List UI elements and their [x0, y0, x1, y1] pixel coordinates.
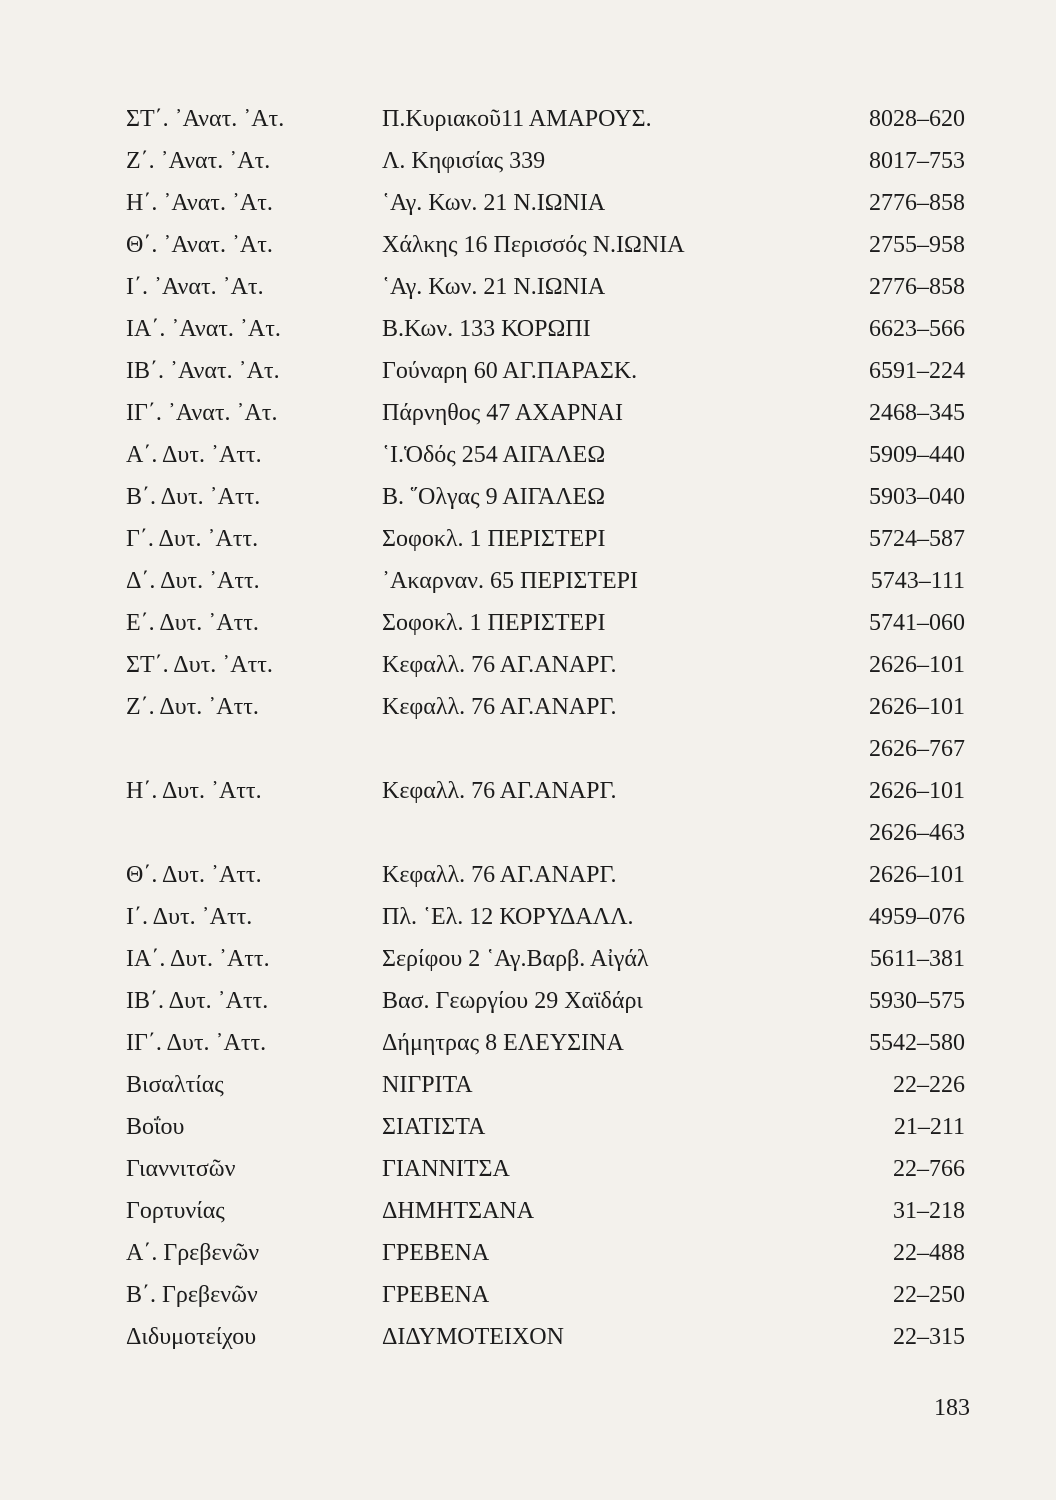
phone-number: 5542–580 — [869, 1030, 965, 1056]
listing-row — [0, 350, 1056, 392]
phone-numbers — [869, 476, 965, 518]
phone-numbers — [869, 518, 965, 560]
phone-number: 22–766 — [893, 1156, 965, 1182]
office-address: Κεφαλλ. 76 ΑΓ.ΑΝΑΡΓ. — [382, 778, 617, 804]
office-address: Πλ. ῾Ελ. 12 ΚΟΡΥΔΑΛΛ. — [382, 904, 634, 930]
office-address: ᾿Ακαρναν. 65 ΠΕΡΙΣΤΕΡΙ — [382, 568, 638, 594]
office-address: Σοφοκλ. 1 ΠΕΡΙΣΤΕΡΙ — [382, 610, 606, 636]
phone-number: 2626–101 — [869, 652, 965, 678]
phone-number: 2626–101 — [869, 778, 965, 804]
phone-number: 2626–101 — [869, 694, 965, 720]
listing-row — [0, 686, 1056, 770]
phone-number: 22–315 — [893, 1324, 965, 1350]
phone-numbers — [893, 1148, 965, 1190]
office-name: Θ΄. ᾿Ανατ. ᾿Ατ. — [126, 232, 273, 258]
office-address: Σοφοκλ. 1 ΠΕΡΙΣΤΕΡΙ — [382, 526, 606, 552]
office-address: Π.Κυριακοῦ11 ΑΜΑΡΟΥΣ. — [382, 106, 652, 132]
office-address: ΣΙΑΤΙΣΤΑ — [382, 1114, 486, 1140]
phone-numbers — [893, 1064, 965, 1106]
phone-numbers — [894, 1106, 965, 1148]
office-name: Η΄. Δυτ. ᾿Αττ. — [126, 778, 262, 804]
office-address: Κεφαλλ. 76 ΑΓ.ΑΝΑΡΓ. — [382, 694, 617, 720]
office-address: ῾Ι.Ὁδός 254 ΑΙΓΑΛΕΩ — [382, 442, 606, 468]
phone-numbers — [869, 308, 965, 350]
office-address: ΔΙΔΥΜΟΤΕΙΧΟΝ — [382, 1324, 564, 1350]
office-name: Διδυμοτείχου — [126, 1324, 257, 1350]
phone-number: 22–226 — [893, 1072, 965, 1098]
listing-row — [0, 518, 1056, 560]
phone-numbers — [869, 980, 965, 1022]
listing-row — [0, 1274, 1056, 1316]
office-name: Γιαννιτσῶν — [126, 1156, 236, 1182]
office-address: Γούναρη 60 ΑΓ.ΠΑΡΑΣΚ. — [382, 358, 638, 384]
office-name: Βοΐου — [126, 1114, 185, 1140]
office-name: ΙΑ΄. Δυτ. ᾿Αττ. — [126, 946, 270, 972]
office-address: ΝΙΓΡΙΤΑ — [382, 1072, 473, 1098]
listing-row — [0, 1022, 1056, 1064]
phone-numbers — [869, 182, 965, 224]
phone-number: 21–211 — [893, 1114, 965, 1140]
office-name: Θ΄. Δυτ. ᾿Αττ. — [126, 862, 262, 888]
office-name: Δ΄. Δυτ. ᾿Αττ. — [126, 568, 260, 594]
phone-number: 2776–858 — [869, 274, 965, 300]
phone-numbers — [869, 602, 965, 644]
office-address: Β.Κων. 133 ΚΟΡΩΠΙ — [382, 316, 591, 342]
phone-numbers — [893, 1232, 965, 1274]
phone-numbers — [869, 434, 965, 476]
office-name: Α΄. Δυτ. ᾿Αττ. — [126, 442, 262, 468]
phone-number: 2626–463 — [869, 820, 965, 846]
office-name: ΙΓ΄. Δυτ. ᾿Αττ. — [126, 1030, 267, 1056]
phone-number: 5909–440 — [869, 442, 965, 468]
phone-numbers — [869, 770, 965, 854]
phone-number: 5930–575 — [869, 988, 965, 1014]
page-number: 183 — [934, 1395, 970, 1421]
office-address: Σερίφου 2 ῾Αγ.Βαρβ. Αἰγάλ — [382, 946, 649, 972]
office-address: ΔΗΜΗΤΣΑΝΑ — [382, 1198, 535, 1224]
office-listing — [0, 98, 1056, 1358]
office-name: Ι΄. Δυτ. ᾿Αττ. — [126, 904, 253, 930]
office-address: Β. ῞Ολγας 9 ΑΙΓΑΛΕΩ — [382, 484, 606, 510]
listing-row — [0, 644, 1056, 686]
phone-number: 8028–620 — [869, 106, 965, 132]
listing-row — [0, 434, 1056, 476]
phone-numbers — [893, 1274, 965, 1316]
phone-number: 5741–060 — [869, 610, 965, 636]
phone-number: 2468–345 — [869, 400, 965, 426]
phone-number: 4959–076 — [869, 904, 965, 930]
phone-number: 5611–381 — [869, 946, 965, 972]
phone-number: 6591–224 — [869, 358, 965, 384]
phone-numbers — [869, 854, 965, 896]
office-name: ΙΒ΄. Δυτ. ᾿Αττ. — [126, 988, 269, 1014]
phone-number: 31–218 — [893, 1198, 965, 1224]
office-address: ῾Αγ. Κων. 21 Ν.ΙΩΝΙΑ — [382, 274, 606, 300]
phone-number: 2626–101 — [869, 862, 965, 888]
office-name: Α΄. Γρεβενῶν — [126, 1240, 260, 1266]
office-address: Χάλκης 16 Περισσός Ν.ΙΩΝΙΑ — [382, 232, 685, 258]
office-name: Ζ΄. ᾿Ανατ. ᾿Ατ. — [126, 148, 271, 174]
office-name: ΣΤ΄. ᾿Ανατ. ᾿Ατ. — [126, 106, 285, 132]
office-name: Ε΄. Δυτ. ᾿Αττ. — [126, 610, 259, 636]
listing-row — [0, 1148, 1056, 1190]
phone-number: 22–488 — [893, 1240, 965, 1266]
office-name: ΙΑ΄. ᾿Ανατ. ᾿Ατ. — [126, 316, 281, 342]
listing-row — [0, 896, 1056, 938]
phone-numbers — [893, 1316, 965, 1358]
listing-row — [0, 854, 1056, 896]
listing-row — [0, 1232, 1056, 1274]
listing-row — [0, 980, 1056, 1022]
listing-row — [0, 1190, 1056, 1232]
listing-row — [0, 266, 1056, 308]
phone-numbers — [871, 560, 965, 602]
phone-number: 22–250 — [893, 1282, 965, 1308]
office-address: Λ. Κηφισίας 339 — [382, 148, 546, 174]
listing-row — [0, 98, 1056, 140]
phone-numbers — [869, 392, 965, 434]
phone-numbers — [869, 1022, 965, 1064]
office-name: Γ΄. Δυτ. ᾿Αττ. — [126, 526, 259, 552]
office-address: Πάρνηθος 47 ΑΧΑΡΝΑΙ — [382, 400, 623, 426]
phone-numbers — [869, 896, 965, 938]
listing-row — [0, 1106, 1056, 1148]
listing-row — [0, 560, 1056, 602]
listing-row — [0, 224, 1056, 266]
listing-row — [0, 182, 1056, 224]
office-name: Β΄. Γρεβενῶν — [126, 1282, 258, 1308]
listing-row — [0, 1064, 1056, 1106]
office-name: Βισαλτίας — [126, 1072, 224, 1098]
listing-row — [0, 602, 1056, 644]
phone-numbers — [869, 224, 965, 266]
listing-row — [0, 392, 1056, 434]
office-name: Ζ΄. Δυτ. ᾿Αττ. — [126, 694, 259, 720]
listing-row — [0, 938, 1056, 980]
office-name: ΙΒ΄. ᾿Ανατ. ᾿Ατ. — [126, 358, 280, 384]
phone-number: 5903–040 — [869, 484, 965, 510]
office-address: ῾Αγ. Κων. 21 Ν.ΙΩΝΙΑ — [382, 190, 606, 216]
phone-numbers — [869, 644, 965, 686]
phone-numbers — [869, 686, 965, 770]
office-address: Κεφαλλ. 76 ΑΓ.ΑΝΑΡΓ. — [382, 862, 617, 888]
phone-number: 5724–587 — [869, 526, 965, 552]
office-name: ΣΤ΄. Δυτ. ᾿Αττ. — [126, 652, 273, 678]
office-name: Ι΄. ᾿Ανατ. ᾿Ατ. — [126, 274, 264, 300]
phone-number: 2776–858 — [869, 190, 965, 216]
phone-number: 2755–958 — [869, 232, 965, 258]
office-address: Κεφαλλ. 76 ΑΓ.ΑΝΑΡΓ. — [382, 652, 617, 678]
phone-number: 5743–111 — [870, 568, 965, 594]
listing-row — [0, 1316, 1056, 1358]
phone-numbers — [893, 1190, 965, 1232]
listing-row — [0, 308, 1056, 350]
phone-numbers — [869, 98, 965, 140]
office-name: Η΄. ᾿Ανατ. ᾿Ατ. — [126, 190, 273, 216]
phone-number: 2626–767 — [869, 736, 965, 762]
phone-number: 8017–753 — [869, 148, 965, 174]
listing-row — [0, 140, 1056, 182]
office-address: ΓΙΑΝΝΙΤΣΑ — [382, 1156, 510, 1182]
phone-numbers — [869, 266, 965, 308]
office-name: ΙΓ΄. ᾿Ανατ. ᾿Ατ. — [126, 400, 278, 426]
office-address: ΓΡΕΒΕΝΑ — [382, 1240, 490, 1266]
office-address: Βασ. Γεωργίου 29 Χαϊδάρι — [382, 988, 643, 1014]
phone-numbers — [869, 140, 965, 182]
office-address: Δήμητρας 8 ΕΛΕΥΣΙΝΑ — [382, 1030, 624, 1056]
phone-numbers — [869, 350, 965, 392]
phone-number: 6623–566 — [869, 316, 965, 342]
listing-row — [0, 476, 1056, 518]
listing-row — [0, 770, 1056, 854]
office-name: Β΄. Δυτ. ᾿Αττ. — [126, 484, 261, 510]
office-name: Γορτυνίας — [126, 1198, 225, 1224]
phone-numbers — [870, 938, 965, 980]
office-address: ΓΡΕΒΕΝΑ — [382, 1282, 490, 1308]
